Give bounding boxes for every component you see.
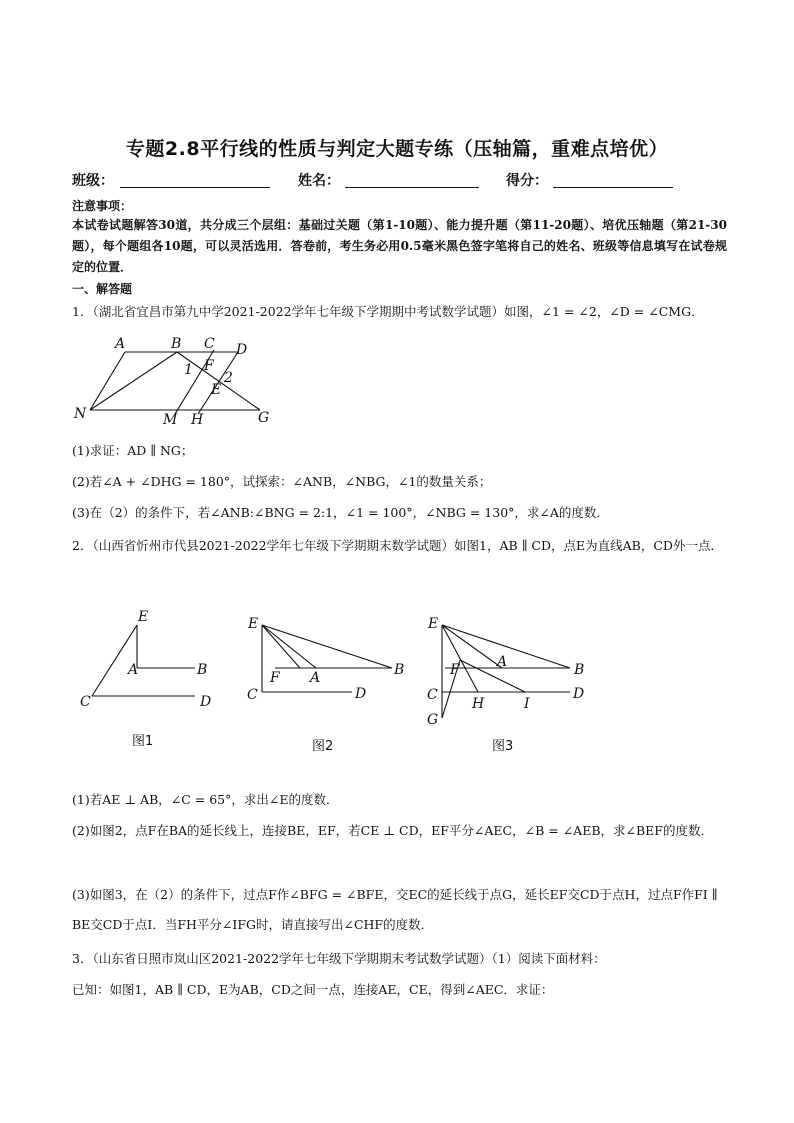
- q2-fig1-label-A: A: [128, 662, 139, 678]
- q1-label-G: G: [258, 410, 270, 426]
- q1-figure-lines: [90, 350, 260, 414]
- notice-title: 注意事项：: [72, 199, 133, 213]
- q2-figure-3: [420, 600, 600, 760]
- q2-fig3-label-B: B: [574, 662, 585, 678]
- score-blank: [553, 187, 673, 188]
- q2-fig1-caption: 图1: [132, 734, 154, 749]
- q1-label-E: E: [211, 382, 222, 398]
- q2-fig3-label-I: I: [524, 696, 530, 712]
- q1-label-A: A: [115, 336, 126, 352]
- q1-part-1: (1)求证：AD ∥ NG；: [72, 443, 194, 458]
- q1-part-2: (2)若∠A + ∠DHG = 180°，试探索：∠ANB，∠NBG，∠1的数量关系；: [72, 474, 492, 489]
- q2-fig2-label-A: A: [310, 670, 321, 686]
- q1-part-3: (3)在（2）的条件下，若∠ANB:∠BNG = 2:1，∠1 = 100°，∠NBG = 130°，求∠A的度数．: [72, 505, 609, 520]
- q3-line-2: 已知：如图1，AB ∥ CD，E为AB，CD之间一点，连接AE，CE，得到∠AEC．求证：: [72, 982, 554, 997]
- q2-fig3-label-A: A: [497, 654, 508, 670]
- section-title: 一、解答题: [72, 282, 133, 296]
- q2-fig3-label-H: H: [472, 696, 485, 712]
- q2-part-2: (2)如图2，点F在BA的延长线上，连接BE，EF，若CE ⊥ CD，EF平分∠AEC，∠B = ∠AEB，求∠BEF的度数．: [72, 823, 713, 838]
- class-label: 班级：: [72, 173, 114, 189]
- q1-figure: [70, 334, 280, 428]
- q2-fig2-label-E: E: [248, 616, 259, 632]
- q3-stem: 3．（山东省日照市岚山区2021-2022学年七年级下学期期末考试数学试题）（1）阅读下面材料：: [72, 951, 606, 966]
- q2-fig3-label-C: C: [427, 687, 438, 703]
- q2-fig3-label-G: G: [427, 712, 439, 728]
- page-title: 专题2.8平行线的性质与判定大题专练（压轴篇，重难点培优）: [125, 138, 669, 160]
- q1-label-D: D: [236, 342, 248, 358]
- q2-fig2-label-D: D: [355, 686, 367, 702]
- q2-figure-1: [70, 600, 230, 760]
- q2-fig2-lines: [262, 625, 392, 692]
- q2-fig3-label-E: E: [428, 616, 439, 632]
- q2-figure-2: [240, 600, 415, 760]
- q1-label-B: B: [171, 336, 182, 352]
- q1-label-N: N: [74, 406, 87, 422]
- q2-fig3-label-F: F: [450, 662, 460, 678]
- q2-fig2-label-B: B: [394, 662, 405, 678]
- q2-fig1-label-D: D: [200, 694, 212, 710]
- q1-label-M: M: [163, 412, 178, 428]
- q2-fig2-label-F: F: [270, 670, 280, 686]
- q2-fig3-label-D: D: [573, 686, 585, 702]
- q2-fig3-lines: [442, 625, 570, 718]
- q2-fig1-label-E: E: [138, 609, 149, 625]
- score-label: 得分：: [506, 173, 548, 189]
- class-blank: [120, 187, 270, 188]
- q2-fig1-label-C: C: [80, 694, 91, 710]
- student-info-line: [72, 170, 732, 192]
- q1-label-angle1: 1: [184, 362, 193, 378]
- q2-fig2-label-C: C: [247, 687, 258, 703]
- q2-stem: 2．（山西省忻州市代县2021-2022学年七年级下学期期末数学试题）如图1，AB ∥ CD，点E为直线AB，CD外一点．: [72, 538, 723, 553]
- q1-label-C: C: [204, 336, 215, 352]
- name-blank: [345, 187, 479, 188]
- q1-stem: 1．（湖北省宜昌市第九中学2021-2022学年七年级下学期期中考试数学试题）如图，∠1 = ∠2，∠D = ∠CMG．: [72, 304, 704, 319]
- q1-label-F: F: [204, 358, 214, 374]
- q1-label-H: H: [191, 412, 204, 428]
- notice-text: 本试卷试题解答30道，共分成三个层组：基础过关题（第1-10题）、能力提升题（第11-20题）、培优压轴题（第21-30题），每个题组各10题，可以灵活选用．答卷前，考生务必用0.5毫米黑色签字笔将自己的姓名、班级等信息填写在试卷规定的位置．: [72, 218, 727, 274]
- q2-part-3: (3)如图3，在（2）的条件下，过点F作∠BFG = ∠BFE，交EC的延长线于点G，延长EF交CD于点H，过点F作FI ∥ BE交CD于点I．当FH平分∠IFG时，请直接写出∠CHF的度数．: [72, 887, 718, 932]
- q2-fig1-label-B: B: [197, 662, 208, 678]
- q2-fig1-lines: [92, 625, 195, 696]
- q2-fig2-caption: 图2: [312, 739, 334, 754]
- q2-fig3-caption: 图3: [492, 739, 514, 754]
- name-label: 姓名：: [298, 173, 340, 189]
- q1-label-angle2: 2: [224, 370, 233, 386]
- q2-part-1: (1)若AE ⊥ AB，∠C = 65°，求出∠E的度数．: [72, 792, 339, 807]
